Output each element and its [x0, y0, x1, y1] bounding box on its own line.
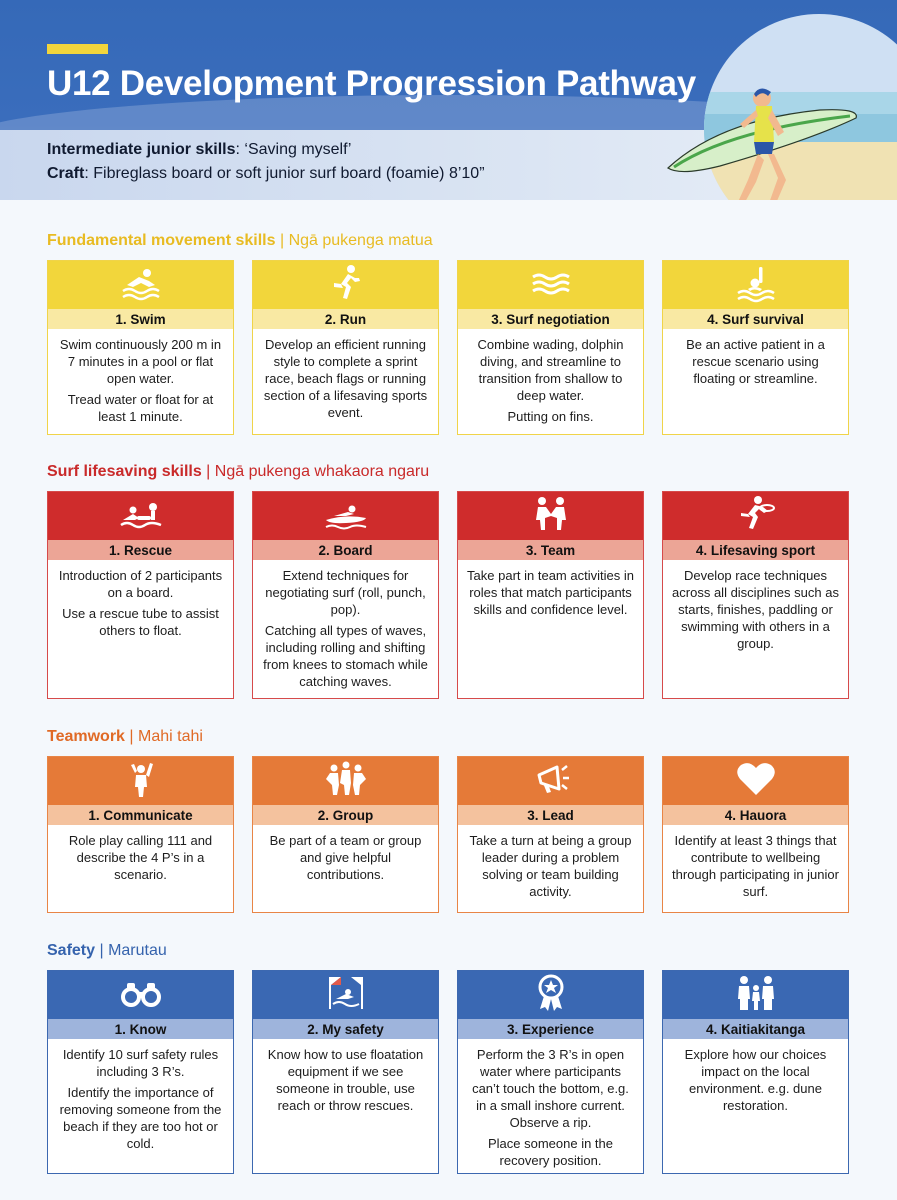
card-description: Take part in team activities in roles that match participants skills and confidence level. [467, 568, 634, 617]
card-label: 4. Kaitiakitanga [663, 1019, 848, 1039]
card-icon-band [253, 261, 438, 309]
card-icon-band [48, 757, 233, 805]
section-title-separator: | [201, 463, 215, 480]
card-description: Develop an efficient running style to complete a sprint race, beach flags or running section of a lifesaving sports event. [263, 337, 428, 420]
section-title-separator: | [275, 232, 289, 249]
team-icon [529, 494, 573, 539]
card-label: 2. Group [253, 805, 438, 825]
card-body [253, 1039, 438, 1114]
skills-value: : ‘Saving myself’ [235, 141, 352, 158]
card-description: Putting on fins. [507, 409, 594, 424]
award-ribbon-icon [529, 973, 573, 1018]
card-description: Place someone in the recovery position. [487, 1136, 614, 1168]
card-label: 3. Lead [458, 805, 643, 825]
skill-card [457, 491, 644, 699]
craft-label: Craft [47, 165, 85, 182]
card-description: Swim continuously 200 m in 7 minutes in a pool or flat open water. [59, 337, 222, 386]
card-description: Explore how our choices impact on the local environment. e.g. dune restoration. [684, 1047, 827, 1113]
group-icon [324, 759, 368, 804]
section-title-maori: Ngā pukenga matua [288, 232, 433, 249]
heart-icon [734, 759, 778, 804]
card-icon-band [458, 492, 643, 540]
card-label: 4. Hauora [663, 805, 848, 825]
card-icon-band [663, 757, 848, 805]
card-icon-band [48, 971, 233, 1019]
skill-card [47, 260, 234, 435]
skill-card [252, 260, 439, 435]
skill-card [662, 756, 849, 913]
card-label: 3. Team [458, 540, 643, 560]
section-title [47, 232, 433, 250]
card-body [663, 1039, 848, 1114]
section-title-english: Teamwork [47, 728, 125, 745]
section-title-maori: Mahi tahi [138, 728, 203, 745]
skills-line [47, 141, 351, 159]
skill-card [252, 756, 439, 913]
card-icon-band [48, 492, 233, 540]
card-description: Develop race techniques across all disciplines such as starts, finishes, paddling or swimming with others in a group. [672, 568, 839, 651]
card-label: 3. Experience [458, 1019, 643, 1039]
card-icon-band [663, 492, 848, 540]
section-title [47, 728, 203, 746]
card-label: 2. My safety [253, 1019, 438, 1039]
card-body [48, 825, 233, 883]
skill-card [252, 970, 439, 1174]
card-label: 2. Run [253, 309, 438, 329]
card-icon-band [48, 261, 233, 309]
skill-card [662, 260, 849, 435]
card-description: Combine wading, dolphin diving, and streamline to transition from shallow to deep water. [477, 337, 624, 403]
signalling-person-icon [119, 759, 163, 804]
card-label: 4. Surf survival [663, 309, 848, 329]
swimmer-icon [119, 263, 163, 308]
craft-value: : Fibreglass board or soft junior surf board (foamie) 8’10” [84, 165, 485, 182]
card-label: 2. Board [253, 540, 438, 560]
paddleboard-icon [324, 494, 368, 539]
craft-line [47, 165, 485, 183]
skill-card [47, 491, 234, 699]
header-banner [0, 0, 897, 200]
section-title-separator: | [124, 728, 138, 745]
card-icon-band [663, 971, 848, 1019]
card-description: Know how to use floatation equipment if we see someone in trouble, use reach or throw rescues. [267, 1047, 424, 1113]
sprinter-tube-icon [734, 494, 778, 539]
section-title-english: Surf lifesaving skills [47, 463, 202, 480]
raised-hand-swimmer-icon [734, 263, 778, 308]
section-title-maori: Ngā pukenga whakaora ngaru [214, 463, 430, 480]
skill-card [662, 491, 849, 699]
card-description: Catching all types of waves, including rolling and shifting from knees to stomach while catching waves. [263, 623, 428, 689]
card-label: 4. Lifesaving sport [663, 540, 848, 560]
page-title: U12 Development Progression Pathway [47, 64, 696, 103]
card-description: Extend techniques for negotiating surf (roll, punch, pop). [265, 568, 426, 617]
card-body [458, 329, 643, 425]
skills-label: Intermediate junior skills [47, 141, 236, 158]
title-accent-bar [47, 44, 108, 54]
card-body [48, 329, 233, 425]
card-body [253, 560, 438, 690]
card-description: Be part of a team or group and give helpful contributions. [269, 833, 422, 882]
skill-card [662, 970, 849, 1174]
family-icon [734, 973, 778, 1018]
skill-card [457, 970, 644, 1174]
section-title-separator: | [95, 942, 109, 959]
card-body [48, 560, 233, 639]
section-title-english: Safety [47, 942, 96, 959]
card-body [663, 329, 848, 387]
card-icon-band [458, 971, 643, 1019]
rescue-swimmers-icon [119, 494, 163, 539]
binoculars-icon [119, 973, 163, 1018]
card-description: Introduction of 2 participants on a board. [58, 568, 223, 600]
card-icon-band [253, 971, 438, 1019]
card-icon-band [253, 757, 438, 805]
card-label: 1. Rescue [48, 540, 233, 560]
card-body [663, 825, 848, 900]
card-description: Identify at least 3 things that contribute to wellbeing through participating in junior surf. [672, 833, 839, 899]
section-title-english: Fundamental movement skills [47, 232, 276, 249]
card-description: Be an active patient in a rescue scenario using floating or streamline. [686, 337, 825, 386]
section-title [47, 942, 167, 960]
card-body [458, 1039, 643, 1169]
skill-card [47, 970, 234, 1174]
card-icon-band [663, 261, 848, 309]
flags-swimmer-icon [324, 973, 368, 1018]
skill-card [47, 756, 234, 913]
card-description: Use a rescue tube to assist others to float. [62, 606, 219, 638]
card-description: Perform the 3 R’s in open water where participants can’t touch the bottom, e.g. in a small inshore current. Observe a rip. [472, 1047, 629, 1130]
card-label: 1. Swim [48, 309, 233, 329]
card-label: 1. Know [48, 1019, 233, 1039]
megaphone-icon [529, 759, 573, 804]
card-icon-band [458, 261, 643, 309]
card-body [458, 560, 643, 618]
skill-card [457, 260, 644, 435]
card-description: Role play calling 111 and describe the 4 P’s in a scenario. [68, 833, 213, 882]
card-body [253, 825, 438, 883]
surfer-girl-illustration [660, 80, 860, 200]
card-description: Take a turn at being a group leader during a problem solving or team building activity. [469, 833, 632, 899]
section-title [47, 463, 429, 481]
section-title-maori: Marutau [108, 942, 167, 959]
waves-icon [529, 263, 573, 308]
card-description: Identify 10 surf safety rules including 3 R’s. [62, 1047, 219, 1079]
card-description: Identify the importance of removing someone from the beach if they are too hot or cold. [59, 1085, 222, 1151]
card-body [663, 560, 848, 652]
card-body [48, 1039, 233, 1152]
card-body [253, 329, 438, 421]
card-description: Tread water or float for at least 1 minute. [67, 392, 214, 424]
skill-card [252, 491, 439, 699]
card-label: 3. Surf negotiation [458, 309, 643, 329]
card-body [458, 825, 643, 900]
card-label: 1. Communicate [48, 805, 233, 825]
card-icon-band [458, 757, 643, 805]
runner-icon [324, 263, 368, 308]
card-icon-band [253, 492, 438, 540]
skill-card [457, 756, 644, 913]
